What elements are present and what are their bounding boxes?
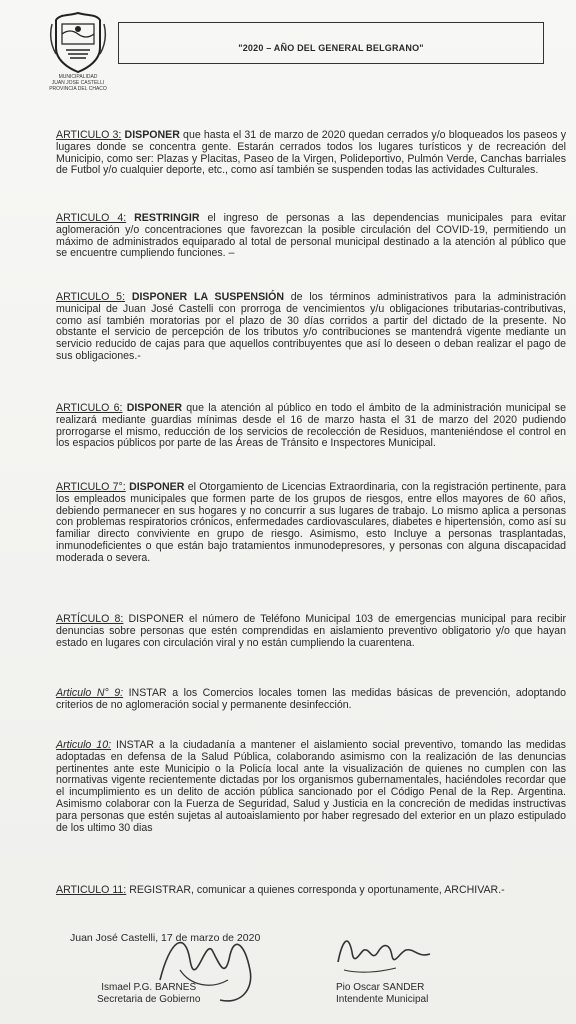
article-text: de los términos administrativos para la administración municipal de Juan José Castelli con prorroga de vencimientos y/u obligaciones tributarias-contributivas, como así también moratorias por el plazo de 30 días corridos a partir del dictado de la presente. No obstante el servicio de percepción de los tributos y/o contribuciones se mantendrá vigente mediante un servicio reducido de cajas para que aquellos contribuyentes que así lo deseen o deban realizar el pago de sus obligaciones.- [56, 291, 566, 362]
article-heading: ARTICULO 3: [56, 129, 122, 141]
crest-caption-2: JUAN JOSE CASTELLI [51, 80, 105, 86]
article-verb: DISPONER LA SUSPENSIÓN [131, 291, 284, 303]
article-9 [56, 688, 566, 712]
article-heading: ARTICULO 6: [56, 402, 123, 414]
article-7 [56, 482, 566, 565]
signature-right-icon [330, 922, 440, 982]
municipal-crest [48, 10, 108, 100]
article-10 [56, 740, 566, 834]
signer-right-role: Intendente Municipal [336, 994, 429, 1005]
article-text: REGISTRAR, comunicar a quienes corresponda y oportunamente, ARCHIVAR.- [126, 884, 505, 896]
header-title: "2020 – AÑO DEL GENERAL BELGRANO" [238, 43, 424, 53]
article-text: DISPONER el número de Teléfono Municipal 103 de emergencias municipal para recibir denuncias sobre personas que estén comprendidas en aislamiento preventivo obligatorio y/o que hayan estado en lugares con circulación viral y no están cumpliendo la cuarentena. [56, 613, 566, 649]
crest-caption-3: PROVINCIA DEL CHACO [49, 86, 107, 92]
article-8 [56, 614, 566, 649]
article-text: el Otorgamiento de Licencias Extraordinaria, con la registración pertinente, para los empleados municipales que formen parte de los grupos de riesgos, entre ellos mayores de 60 años, debiendo permanecer en sus hogares y no concurrir a sus lugares de trabajo. Lo mismo aplica a personas con problemas respiratorios crónicos, enfermedades cardiovasculares, diabetes e hipertensión, como así su familiar directo conviviente en grupo de riesgo. Asimismo, esto Incluye a personas trasplantadas, inmunodeficientes o que están bajo tratamientos inmunodepresores, y personas con alguna discapacidad moderada o severa. [56, 481, 566, 564]
article-text: INSTAR a la ciudadanía a mantener el aislamiento social preventivo, tomando las medidas adoptadas en defensa de la Salud Pública, colaborando asimismo con la realización de las denuncias pertinentes ante este Municipio o la Policía local ante la visualización de quienes no cumplen con las normativas vigente recientemente dictadas por los organismos gubernamentales, haciéndoles recordar que el incumplimiento es un delito de acción pública sancionado por el Código Penal de la Rep. Argentina. Asimismo colaborar con la Fuerza de Seguridad, Salud y Justicia en la concreción de medidas instructivas para personas que estén sujetas al autoaislamiento por haber regresado del exterior en un plazo estipulado de los ultimo 30 dias [56, 739, 566, 834]
article-text: el ingreso de personas a las dependencias municipales para evitar aglomeración y/o concentraciones que favorezcan la posible circulación del COVID-19, permitiendo un máximo de administrados equiparado al total de personal municipal destinado a la atención al público que se encuentre cumpliendo funciones. – [56, 212, 566, 260]
article-heading: ARTICULO 11: [56, 884, 127, 896]
article-verb: DISPONER [129, 481, 185, 493]
signature-right [336, 982, 428, 1006]
article-verb: DISPONER [124, 129, 180, 141]
article-verb: DISPONER [126, 402, 183, 414]
article-heading: ARTICULO 7°: [56, 481, 126, 493]
signer-right-name: Pio Oscar SANDER [336, 982, 425, 993]
signer-left-name: Ismael P.G. BARNES [101, 982, 197, 993]
article-text: INSTAR a los Comercios locales tomen las medidas básicas de prevención, adoptando criterios de no aglomeración social y permanente desinfección. [56, 687, 566, 711]
article-heading: ARTICULO 5: [56, 291, 126, 303]
article-5 [56, 292, 566, 363]
article-heading: ARTICULO 4: [56, 212, 127, 224]
article-3 [56, 130, 566, 177]
article-heading: Articulo 10: [56, 739, 112, 751]
article-text: que hasta el 31 de marzo de 2020 quedan cerrados y/o bloqueados los paseos y lugares donde se concentra gente. Estarán cerrados todos los lugares turísticos y de recreación del Municipio, como ser: Plazas y Placitas, Paseo de la Virgen, Polideportivo, Pulmón Verde, Canchas barriales de Futbol y/o cualquier deporte, etc., como así también se suspenden todas las actividades Culturales. [56, 129, 566, 177]
coat-of-arms-icon [48, 10, 108, 74]
header-box [118, 22, 544, 64]
article-verb: RESTRINGIR [134, 212, 200, 224]
article-11 [56, 885, 566, 897]
article-4 [56, 213, 566, 260]
article-6 [56, 403, 566, 450]
crest-caption-1: MUNICIPALIDAD [58, 74, 98, 80]
signer-left-role: Secretaria de Gobierno [97, 994, 201, 1005]
signature-left [97, 982, 200, 1006]
article-text: que la atención al público en todo el ámbito de la administración municipal se realizará mediante guardias mínimas desde el 16 de marzo hasta el 31 de marzo del 2020 pudiendo prorrogarse el mismo, reducción de los servicios de recolección de Residuos, manteniéndose el control en los espacios públicos por parte de las Áreas de Tránsito e Inspectores Municipal. [56, 402, 566, 450]
article-heading: ARTÍCULO 8: [56, 613, 124, 625]
article-heading: Articulo N° 9: [56, 687, 124, 699]
place-date: Juan José Castelli, 17 de marzo de 2020 [70, 932, 261, 944]
